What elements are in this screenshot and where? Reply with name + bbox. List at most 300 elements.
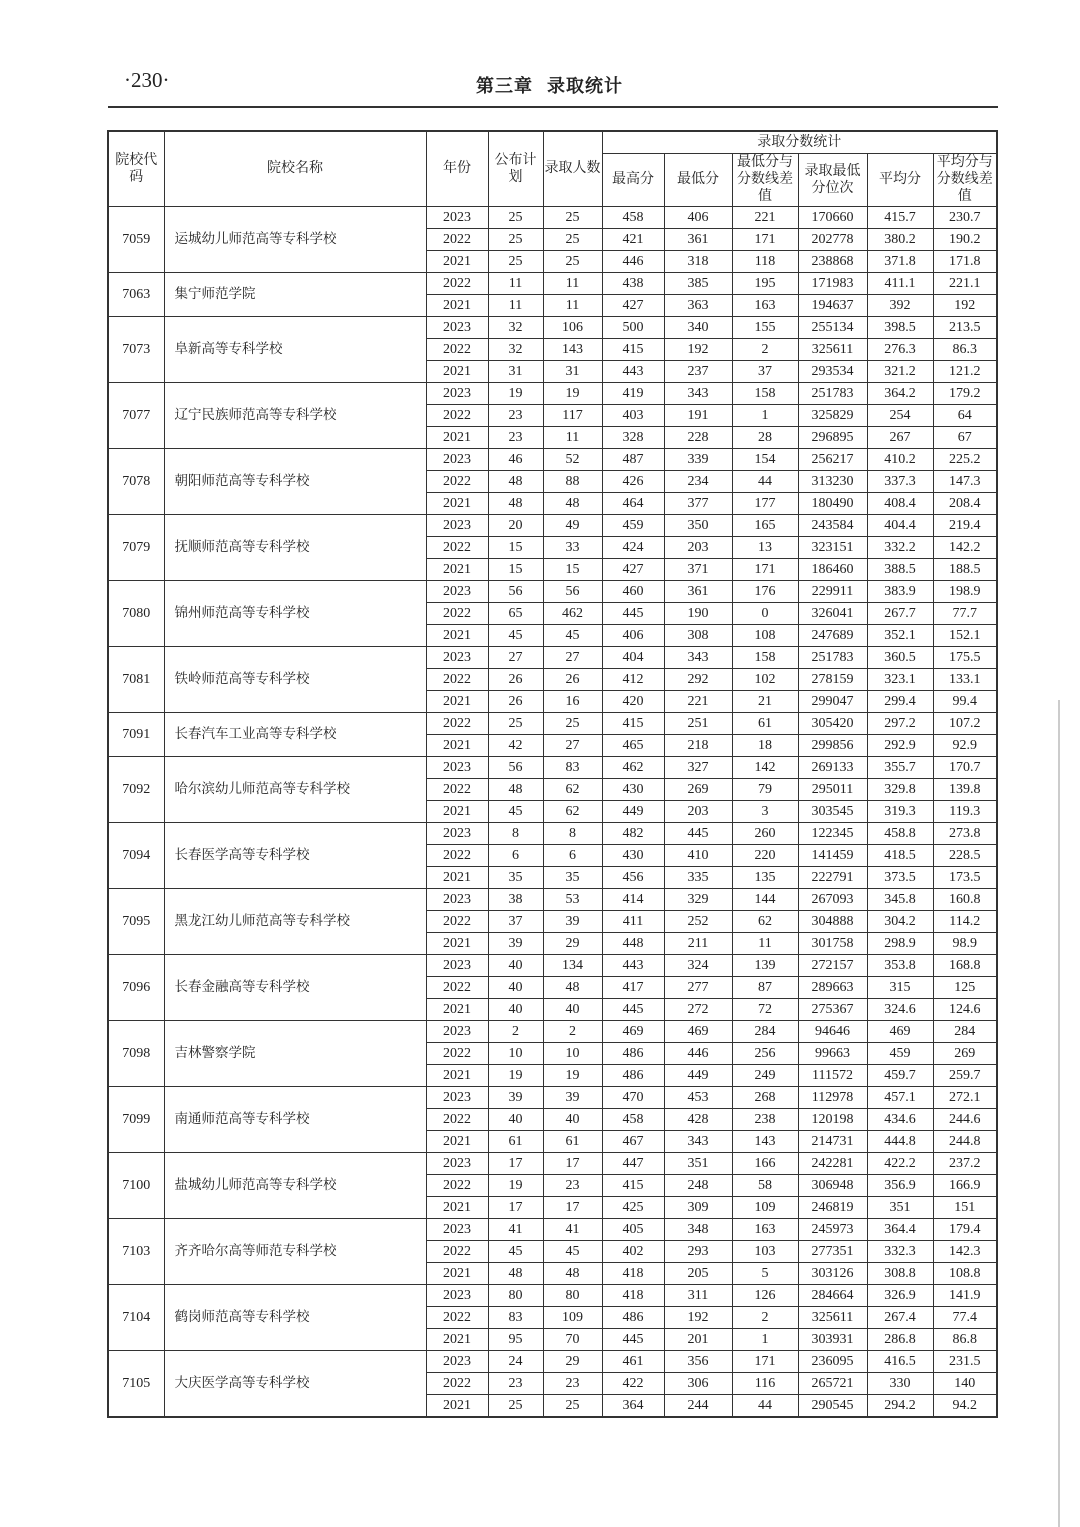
cell-rank: 246819 [798, 1196, 867, 1218]
cell-admitted: 25 [543, 712, 602, 734]
cell-min-diff: 171 [732, 228, 798, 250]
cell-rank: 267093 [798, 888, 867, 910]
cell-avg: 422.2 [867, 1152, 933, 1174]
cell-min-diff: 87 [732, 976, 798, 998]
cell-min-diff: 284 [732, 1020, 798, 1042]
cell-plan: 41 [488, 1218, 543, 1240]
cell-rank: 295011 [798, 778, 867, 800]
cell-avg: 297.2 [867, 712, 933, 734]
cell-rank: 277351 [798, 1240, 867, 1262]
cell-plan: 19 [488, 1064, 543, 1086]
cell-avg-diff: 221.1 [933, 272, 997, 294]
cell-admitted: 70 [543, 1328, 602, 1350]
school-code: 7077 [108, 382, 164, 448]
table-row [108, 514, 997, 536]
cell-max: 418 [602, 1262, 664, 1284]
cell-admitted: 35 [543, 866, 602, 888]
cell-rank: 247689 [798, 624, 867, 646]
cell-avg: 315 [867, 976, 933, 998]
cell-year: 2022 [426, 338, 488, 360]
cell-min-diff: 256 [732, 1042, 798, 1064]
cell-admitted: 31 [543, 360, 602, 382]
cell-rank: 222791 [798, 866, 867, 888]
cell-max: 426 [602, 470, 664, 492]
cell-admitted: 15 [543, 558, 602, 580]
cell-min: 191 [664, 404, 732, 426]
cell-year: 2022 [426, 976, 488, 998]
cell-min: 211 [664, 932, 732, 954]
cell-avg-diff: 64 [933, 404, 997, 426]
cell-min-diff: 249 [732, 1064, 798, 1086]
cell-min-diff: 103 [732, 1240, 798, 1262]
cell-avg: 323.1 [867, 668, 933, 690]
cell-avg: 459.7 [867, 1064, 933, 1086]
cell-rank: 293534 [798, 360, 867, 382]
cell-min-diff: 72 [732, 998, 798, 1020]
cell-admitted: 80 [543, 1284, 602, 1306]
cell-rank: 299856 [798, 734, 867, 756]
cell-avg-diff: 152.1 [933, 624, 997, 646]
cell-rank: 290545 [798, 1394, 867, 1417]
cell-plan: 40 [488, 954, 543, 976]
cell-plan: 17 [488, 1196, 543, 1218]
cell-admitted: 48 [543, 976, 602, 998]
cell-plan: 23 [488, 404, 543, 426]
cell-avg: 332.2 [867, 536, 933, 558]
cell-rank: 122345 [798, 822, 867, 844]
cell-avg: 404.4 [867, 514, 933, 536]
cell-year: 2022 [426, 910, 488, 932]
cell-min-diff: 158 [732, 646, 798, 668]
cell-min-diff: 118 [732, 250, 798, 272]
cell-max: 469 [602, 1020, 664, 1042]
cell-avg: 356.9 [867, 1174, 933, 1196]
cell-max: 425 [602, 1196, 664, 1218]
school-name: 南通师范高等专科学校 [164, 1086, 426, 1152]
cell-year: 2023 [426, 954, 488, 976]
cell-rank: 94646 [798, 1020, 867, 1042]
cell-max: 449 [602, 800, 664, 822]
cell-avg: 469 [867, 1020, 933, 1042]
cell-avg: 304.2 [867, 910, 933, 932]
cell-year: 2022 [426, 1306, 488, 1328]
cell-min: 453 [664, 1086, 732, 1108]
cell-min-diff: 1 [732, 1328, 798, 1350]
cell-min: 318 [664, 250, 732, 272]
cell-admitted: 8 [543, 822, 602, 844]
cell-rank: 325611 [798, 1306, 867, 1328]
cell-max: 461 [602, 1350, 664, 1372]
school-name: 鹤岗师范高等专科学校 [164, 1284, 426, 1350]
cell-admitted: 29 [543, 1350, 602, 1372]
header-year: 年份 [426, 131, 488, 206]
cell-rank: 99663 [798, 1042, 867, 1064]
cell-min-diff: 195 [732, 272, 798, 294]
cell-avg: 380.2 [867, 228, 933, 250]
cell-admitted: 48 [543, 492, 602, 514]
cell-year: 2023 [426, 1218, 488, 1240]
cell-admitted: 16 [543, 690, 602, 712]
cell-plan: 32 [488, 338, 543, 360]
cell-plan: 45 [488, 1240, 543, 1262]
school-code: 7095 [108, 888, 164, 954]
cell-avg-diff: 86.3 [933, 338, 997, 360]
cell-min-diff: 44 [732, 1394, 798, 1417]
cell-avg-diff: 173.5 [933, 866, 997, 888]
table-row [108, 1218, 997, 1240]
cell-admitted: 39 [543, 1086, 602, 1108]
cell-admitted: 11 [543, 272, 602, 294]
cell-rank: 112978 [798, 1086, 867, 1108]
cell-avg-diff: 141.9 [933, 1284, 997, 1306]
cell-admitted: 25 [543, 228, 602, 250]
cell-avg-diff: 237.2 [933, 1152, 997, 1174]
cell-admitted: 39 [543, 910, 602, 932]
cell-avg: 294.2 [867, 1394, 933, 1417]
cell-admitted: 48 [543, 1262, 602, 1284]
cell-max: 470 [602, 1086, 664, 1108]
cell-min: 203 [664, 800, 732, 822]
cell-avg-diff: 99.4 [933, 690, 997, 712]
cell-plan: 80 [488, 1284, 543, 1306]
cell-rank: 272157 [798, 954, 867, 976]
cell-min-diff: 58 [732, 1174, 798, 1196]
cell-min-diff: 37 [732, 360, 798, 382]
cell-year: 2021 [426, 734, 488, 756]
cell-min: 329 [664, 888, 732, 910]
cell-avg: 355.7 [867, 756, 933, 778]
school-code: 7094 [108, 822, 164, 888]
cell-admitted: 29 [543, 932, 602, 954]
cell-year: 2023 [426, 822, 488, 844]
cell-year: 2022 [426, 228, 488, 250]
cell-max: 445 [602, 602, 664, 624]
cell-avg-diff: 160.8 [933, 888, 997, 910]
cell-min: 449 [664, 1064, 732, 1086]
cell-max: 467 [602, 1130, 664, 1152]
cell-min: 327 [664, 756, 732, 778]
cell-min: 192 [664, 1306, 732, 1328]
table-body [108, 206, 997, 1417]
cell-plan: 48 [488, 1262, 543, 1284]
cell-min: 348 [664, 1218, 732, 1240]
cell-avg-diff: 86.8 [933, 1328, 997, 1350]
cell-min-diff: 260 [732, 822, 798, 844]
cell-plan: 25 [488, 712, 543, 734]
cell-plan: 48 [488, 492, 543, 514]
cell-min: 244 [664, 1394, 732, 1417]
cell-min-diff: 221 [732, 206, 798, 228]
cell-avg: 308.8 [867, 1262, 933, 1284]
cell-max: 448 [602, 932, 664, 954]
cell-avg-diff: 171.8 [933, 250, 997, 272]
school-name: 长春金融高等专科学校 [164, 954, 426, 1020]
cell-max: 420 [602, 690, 664, 712]
cell-admitted: 52 [543, 448, 602, 470]
cell-rank: 120198 [798, 1108, 867, 1130]
cell-admitted: 17 [543, 1196, 602, 1218]
cell-avg-diff: 77.7 [933, 602, 997, 624]
cell-avg: 360.5 [867, 646, 933, 668]
cell-plan: 45 [488, 800, 543, 822]
cell-plan: 19 [488, 1174, 543, 1196]
cell-max: 364 [602, 1394, 664, 1417]
cell-max: 446 [602, 250, 664, 272]
cell-plan: 25 [488, 206, 543, 228]
cell-min-diff: 126 [732, 1284, 798, 1306]
cell-avg: 267.7 [867, 602, 933, 624]
cell-avg: 332.3 [867, 1240, 933, 1262]
school-code: 7079 [108, 514, 164, 580]
cell-admitted: 88 [543, 470, 602, 492]
cell-year: 2022 [426, 778, 488, 800]
cell-year: 2021 [426, 1130, 488, 1152]
cell-max: 458 [602, 206, 664, 228]
cell-avg-diff: 94.2 [933, 1394, 997, 1417]
cell-min: 252 [664, 910, 732, 932]
cell-rank: 111572 [798, 1064, 867, 1086]
school-name: 抚顺师范高等专科学校 [164, 514, 426, 580]
cell-min: 306 [664, 1372, 732, 1394]
cell-min: 308 [664, 624, 732, 646]
cell-year: 2022 [426, 404, 488, 426]
cell-min-diff: 109 [732, 1196, 798, 1218]
cell-max: 456 [602, 866, 664, 888]
cell-year: 2021 [426, 624, 488, 646]
cell-avg-diff: 192 [933, 294, 997, 316]
cell-min-diff: 0 [732, 602, 798, 624]
cell-max: 422 [602, 1372, 664, 1394]
cell-plan: 35 [488, 866, 543, 888]
cell-avg: 254 [867, 404, 933, 426]
cell-year: 2021 [426, 998, 488, 1020]
cell-min: 309 [664, 1196, 732, 1218]
cell-avg-diff: 119.3 [933, 800, 997, 822]
cell-year: 2022 [426, 602, 488, 624]
cell-plan: 48 [488, 778, 543, 800]
cell-min-diff: 139 [732, 954, 798, 976]
cell-avg-diff: 67 [933, 426, 997, 448]
cell-avg: 364.2 [867, 382, 933, 404]
school-name: 哈尔滨幼儿师范高等专科学校 [164, 756, 426, 822]
header-rank: 录取最低分位次 [798, 153, 867, 206]
cell-admitted: 26 [543, 668, 602, 690]
cell-rank: 305420 [798, 712, 867, 734]
table-row [108, 316, 997, 338]
cell-avg: 326.9 [867, 1284, 933, 1306]
cell-plan: 95 [488, 1328, 543, 1350]
chapter-number: 第三章 [476, 76, 533, 97]
cell-min-diff: 108 [732, 624, 798, 646]
school-name: 长春医学高等专科学校 [164, 822, 426, 888]
cell-min: 350 [664, 514, 732, 536]
cell-min: 343 [664, 646, 732, 668]
school-name: 黑龙江幼儿师范高等专科学校 [164, 888, 426, 954]
cell-rank: 186460 [798, 558, 867, 580]
cell-plan: 6 [488, 844, 543, 866]
cell-avg: 324.6 [867, 998, 933, 1020]
cell-admitted: 23 [543, 1372, 602, 1394]
cell-year: 2021 [426, 800, 488, 822]
cell-min: 311 [664, 1284, 732, 1306]
cell-avg-diff: 208.4 [933, 492, 997, 514]
cell-max: 462 [602, 756, 664, 778]
cell-year: 2021 [426, 294, 488, 316]
cell-min: 428 [664, 1108, 732, 1130]
cell-rank: 278159 [798, 668, 867, 690]
table-row [108, 448, 997, 470]
cell-avg: 353.8 [867, 954, 933, 976]
school-code: 7092 [108, 756, 164, 822]
cell-avg-diff: 151 [933, 1196, 997, 1218]
cell-min-diff: 165 [732, 514, 798, 536]
cell-min: 218 [664, 734, 732, 756]
cell-admitted: 23 [543, 1174, 602, 1196]
cell-min-diff: 1 [732, 404, 798, 426]
cell-rank: 236095 [798, 1350, 867, 1372]
cell-admitted: 11 [543, 426, 602, 448]
cell-min-diff: 62 [732, 910, 798, 932]
cell-avg-diff: 98.9 [933, 932, 997, 954]
school-name: 盐城幼儿师范高等专科学校 [164, 1152, 426, 1218]
cell-admitted: 10 [543, 1042, 602, 1064]
page-edge [1058, 700, 1060, 1527]
cell-avg: 388.5 [867, 558, 933, 580]
cell-avg-diff: 284 [933, 1020, 997, 1042]
cell-max: 328 [602, 426, 664, 448]
cell-admitted: 25 [543, 250, 602, 272]
cell-rank: 303126 [798, 1262, 867, 1284]
cell-rank: 313230 [798, 470, 867, 492]
school-name: 锦州师范高等专科学校 [164, 580, 426, 646]
cell-avg-diff: 230.7 [933, 206, 997, 228]
cell-avg-diff: 198.9 [933, 580, 997, 602]
header-avg-diff: 平均分与分数线差值 [933, 153, 997, 206]
cell-rank: 306948 [798, 1174, 867, 1196]
cell-avg-diff: 142.2 [933, 536, 997, 558]
cell-rank: 238868 [798, 250, 867, 272]
cell-min-diff: 154 [732, 448, 798, 470]
cell-min-diff: 3 [732, 800, 798, 822]
cell-year: 2021 [426, 558, 488, 580]
cell-plan: 56 [488, 756, 543, 778]
cell-avg: 299.4 [867, 690, 933, 712]
school-name: 铁岭师范高等专科学校 [164, 646, 426, 712]
header-code: 院校代码 [108, 131, 164, 206]
cell-admitted: 53 [543, 888, 602, 910]
cell-min: 228 [664, 426, 732, 448]
cell-rank: 303545 [798, 800, 867, 822]
cell-min-diff: 61 [732, 712, 798, 734]
cell-min: 446 [664, 1042, 732, 1064]
cell-max: 464 [602, 492, 664, 514]
cell-plan: 61 [488, 1130, 543, 1152]
cell-year: 2021 [426, 1394, 488, 1417]
cell-plan: 46 [488, 448, 543, 470]
cell-plan: 10 [488, 1042, 543, 1064]
cell-plan: 48 [488, 470, 543, 492]
page-number: ·230· [124, 68, 170, 92]
cell-avg: 267.4 [867, 1306, 933, 1328]
cell-rank: 275367 [798, 998, 867, 1020]
cell-rank: 242281 [798, 1152, 867, 1174]
cell-admitted: 143 [543, 338, 602, 360]
cell-max: 404 [602, 646, 664, 668]
header-name: 院校名称 [164, 131, 426, 206]
school-code: 7099 [108, 1086, 164, 1152]
cell-min-diff: 238 [732, 1108, 798, 1130]
cell-admitted: 25 [543, 1394, 602, 1417]
cell-max: 482 [602, 822, 664, 844]
cell-max: 427 [602, 294, 664, 316]
cell-min-diff: 102 [732, 668, 798, 690]
cell-avg: 444.8 [867, 1130, 933, 1152]
cell-max: 412 [602, 668, 664, 690]
cell-plan: 32 [488, 316, 543, 338]
cell-min: 385 [664, 272, 732, 294]
cell-admitted: 33 [543, 536, 602, 558]
cell-avg-diff: 108.8 [933, 1262, 997, 1284]
cell-avg: 371.8 [867, 250, 933, 272]
cell-avg: 416.5 [867, 1350, 933, 1372]
cell-min: 293 [664, 1240, 732, 1262]
school-name: 集宁师范学院 [164, 272, 426, 316]
cell-plan: 15 [488, 558, 543, 580]
table-row [108, 1086, 997, 1108]
cell-year: 2021 [426, 1262, 488, 1284]
cell-max: 458 [602, 1108, 664, 1130]
cell-avg-diff: 92.9 [933, 734, 997, 756]
cell-plan: 45 [488, 624, 543, 646]
cell-rank: 296895 [798, 426, 867, 448]
cell-year: 2022 [426, 1108, 488, 1130]
cell-min-diff: 177 [732, 492, 798, 514]
cell-year: 2022 [426, 1174, 488, 1196]
cell-avg-diff: 125 [933, 976, 997, 998]
cell-min-diff: 2 [732, 338, 798, 360]
cell-avg: 410.2 [867, 448, 933, 470]
table-row [108, 888, 997, 910]
cell-max: 415 [602, 1174, 664, 1196]
cell-plan: 11 [488, 294, 543, 316]
cell-avg-diff: 231.5 [933, 1350, 997, 1372]
cell-year: 2021 [426, 932, 488, 954]
cell-avg: 319.3 [867, 800, 933, 822]
cell-max: 421 [602, 228, 664, 250]
cell-rank: 303931 [798, 1328, 867, 1350]
cell-min: 406 [664, 206, 732, 228]
cell-max: 486 [602, 1064, 664, 1086]
cell-year: 2023 [426, 1350, 488, 1372]
cell-avg: 286.8 [867, 1328, 933, 1350]
cell-max: 411 [602, 910, 664, 932]
cell-admitted: 83 [543, 756, 602, 778]
cell-year: 2021 [426, 1328, 488, 1350]
cell-plan: 11 [488, 272, 543, 294]
cell-min-diff: 268 [732, 1086, 798, 1108]
cell-admitted: 45 [543, 1240, 602, 1262]
cell-avg-diff: 188.5 [933, 558, 997, 580]
cell-rank: 299047 [798, 690, 867, 712]
cell-year: 2022 [426, 1042, 488, 1064]
cell-min: 324 [664, 954, 732, 976]
cell-max: 415 [602, 712, 664, 734]
cell-min: 351 [664, 1152, 732, 1174]
cell-max: 418 [602, 1284, 664, 1306]
cell-rank: 243584 [798, 514, 867, 536]
cell-min-diff: 166 [732, 1152, 798, 1174]
cell-rank: 284664 [798, 1284, 867, 1306]
